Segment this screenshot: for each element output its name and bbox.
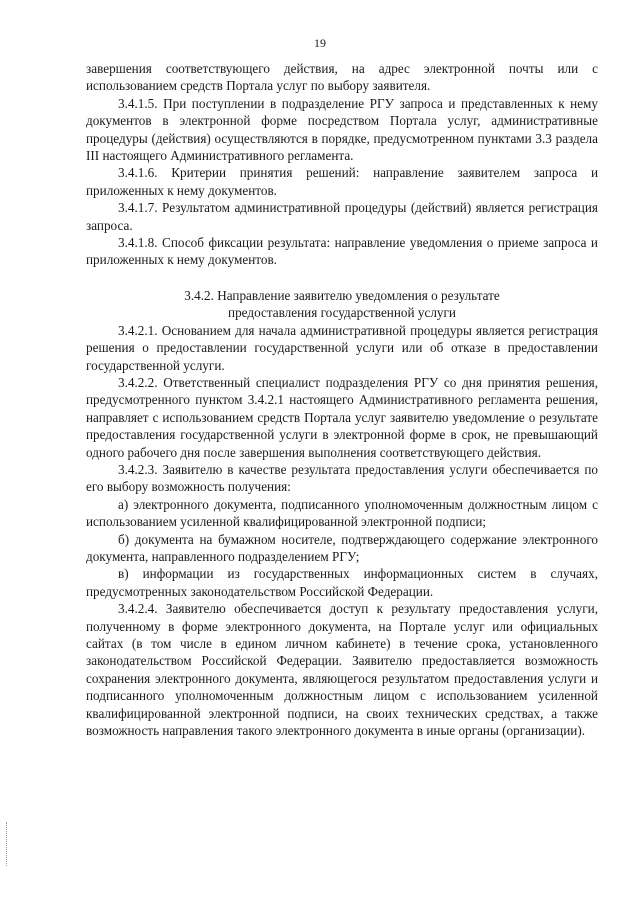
scan-margin-mark (6, 822, 9, 866)
paragraph-3-4-1-7: 3.4.1.7. Результатом административной процедуры (действий) является регистрация запроса. (86, 200, 598, 233)
list-item-v: в) информации из государственных информационных систем в случаях, предусмотренных законодательством Российской Федерации. (86, 566, 598, 599)
list-item-b: б) документа на бумажном носителе, подтверждающего содержание электронного документа, направленного подразделением РГУ; (86, 531, 598, 564)
section-heading-3-4-2 (86, 287, 598, 322)
paragraph-3-4-2-3: 3.4.2.3. Заявителю в качестве результата предоставления услуги обеспечивается по его выбору возможность получения: (86, 461, 598, 495)
page-number: 19 (314, 36, 326, 50)
paragraph-3-4-2-2: 3.4.2.2. Ответственный специалист подразделения РГУ со дня принятия решения, предусмотренного пунктом 3.4.2.1 настоящего Административного регламента решения, направляет с использованием средств Портала услуг заявителю уведомление о результате предоставления государственной услуги в электронной форме в срок, не превышающий одного рабочего дня после завершения выполнения соответствующего действия. (86, 374, 598, 460)
list-item-a: а) электронного документа, подписанного уполномоченным должностным лицом с использованием усиленной квалифицированной электронной подписи; (86, 496, 598, 530)
section-heading-line-1: 3.4.2. Направление заявителю уведомления о результате (184, 287, 500, 303)
paragraph-3-4-2-1: 3.4.2.1. Основанием для начала административной процедуры является регистрация решения о предоставлении государственной услуги или об отказе в предоставлении государственной услуги. (86, 322, 598, 373)
section-heading-line-2: предоставления государственной услуги (228, 305, 456, 321)
document-body (86, 60, 598, 739)
paragraph-3-4-1-8: 3.4.1.8. Способ фиксации результата: направление уведомления о приеме запроса и приложенных к нему документов. (86, 235, 598, 268)
paragraph-3-4-1-6: 3.4.1.6. Критерии принятия решений: направление заявителем запроса и приложенных к нему документов. (86, 165, 598, 198)
paragraph-3-4-2-4: 3.4.2.4. Заявителю обеспечивается доступ к результату предоставления услуги, полученному в форме электронного документа, на Портале услуг или официальных сайтах (в том числе в едином личном кабинете) в течение срока, установленного законодательством Российской Федерации. Заявителю предоставляется возможность сохранения электронного документа, являющегося результатом предоставления услуги и подписанного уполномоченным должностным лицом с использованием усиленной квалифицированной электронной подписи, на своих технических средствах, а также возможность направления такого электронного документа в иные органы (организации). (86, 601, 598, 739)
paragraph-continuation: завершения соответствующего действия, на адрес электронной почты или с использованием средств Портала услуг по выбору заявителя. (86, 61, 598, 94)
paragraph-3-4-1-5: 3.4.1.5. При поступлении в подразделение РГУ запроса и представленных к нему документов в электронной форме посредством Портала услуг, административные процедуры (действия) осуществляются в порядке, предусмотренном пунктами 3.3 раздела III настоящего Административного регламента. (86, 95, 598, 164)
